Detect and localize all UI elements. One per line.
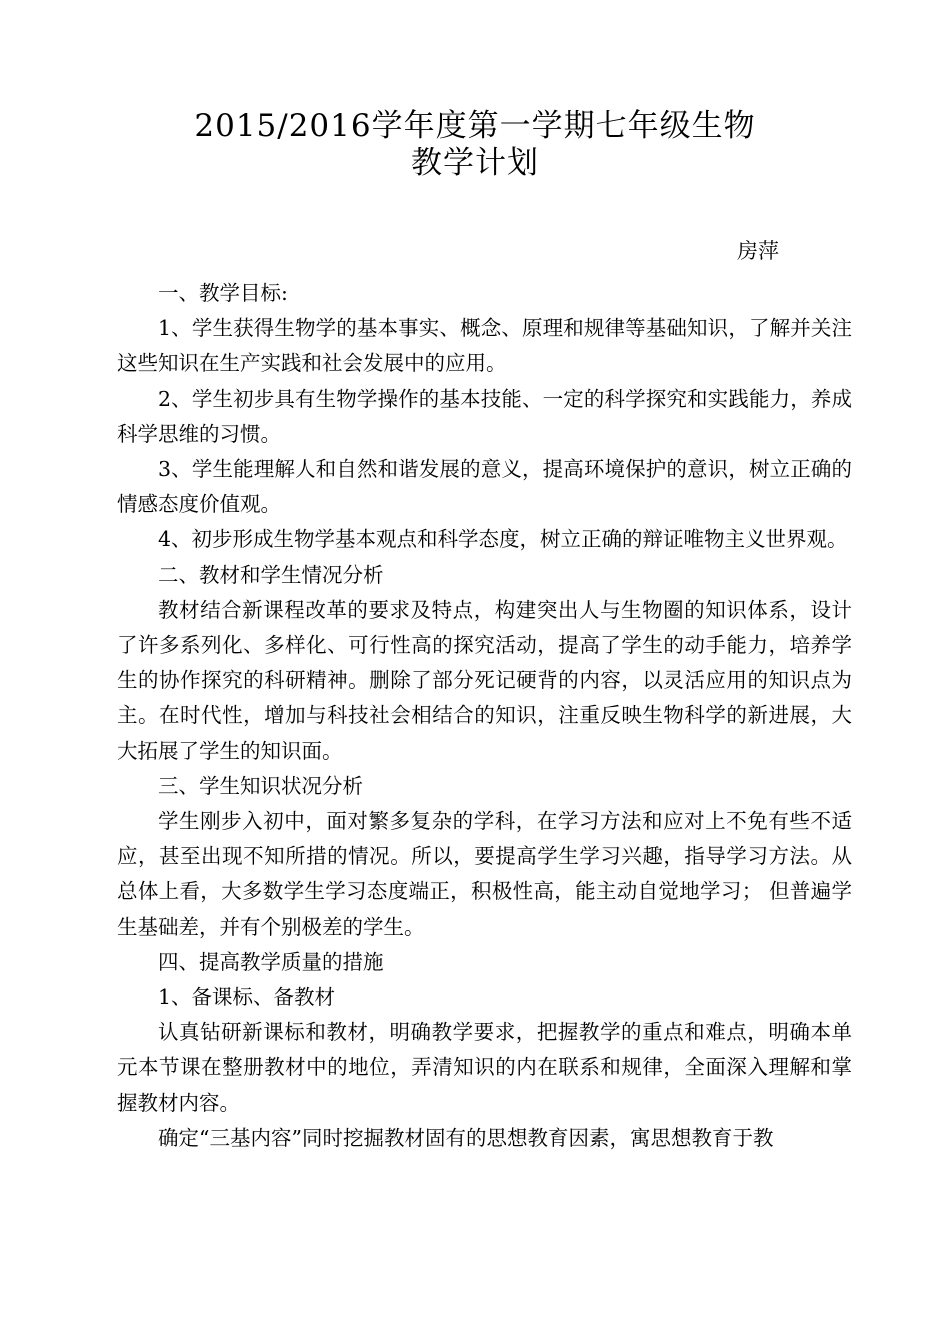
paragraph-three-basics: 确定“三基内容”同时挖掘教材固有的思想教育因素，寓思想教育于教 [158,1125,774,1150]
paragraph-student-knowledge: 学生刚步入初中，面对繁多复杂的学科，在学习方法和应对上不免有些不适应，甚至出现不知所措的情况。所以，要提高学生学习兴趣，指导学习方法。从总体上看，大多数学生学习态度端正，积极性高，能主动自觉地学习； 但普遍学生基础差，并有个别极差的学生。 [117,809,852,939]
paragraph-goal-1: 1、学生获得生物学的基本事实、概念、原理和规律等基础知识，了解并关注这些知识在生产实践和社会发展中的应用。 [117,316,852,376]
section-heading-student-knowledge: 三、学生知识状况分析 [158,773,363,798]
paragraph-goal-3: 3、学生能理解人和自然和谐发展的意义，提高环境保护的意识，树立正确的情感态度价值观。 [117,457,852,517]
author-name: 房萍 [737,239,779,263]
paragraph-goal-4: 4、初步形成生物学基本观点和科学态度，树立正确的辩证唯物主义世界观。 [158,527,848,552]
document-title-line-2: 教学计划 [411,145,539,181]
paragraph-goal-2: 2、学生初步具有生物学操作的基本技能、一定的科学探究和实践能力，养成科学思维的习惯。 [117,386,852,446]
paragraph-materials-analysis: 教材结合新课程改革的要求及特点，构建突出人与生物圈的知识体系，设计了许多系列化、多样化、可行性高的探究活动，提高了学生的动手能力，培养学生的协作探究的科研精神。删除了部分死记硬背的内容，以灵活应用的知识点为主。在时代性，增加与科技社会相结合的知识，注重反映生物科学的新进展，大大拓展了学生的知识面。 [117,597,852,763]
section-heading-materials-analysis: 二、教材和学生情况分析 [158,562,384,587]
paragraph-prepare-curriculum: 认真钻研新课标和教材，明确教学要求，把握教学的重点和难点，明确本单元本节课在整册教材中的地位，弄清知识的内在联系和规律，全面深入理解和掌握教材内容。 [117,1020,852,1115]
section-heading-teaching-goals: 一、教学目标: [158,281,288,305]
document-title-line-1: 2015/2016学年度第一学期七年级生物 [194,108,756,144]
document-body [117,276,852,1156]
section-heading-quality-measures: 四、提高教学质量的措施 [158,949,384,974]
subheading-prepare-curriculum: 1、备课标、备教材 [158,985,336,1010]
